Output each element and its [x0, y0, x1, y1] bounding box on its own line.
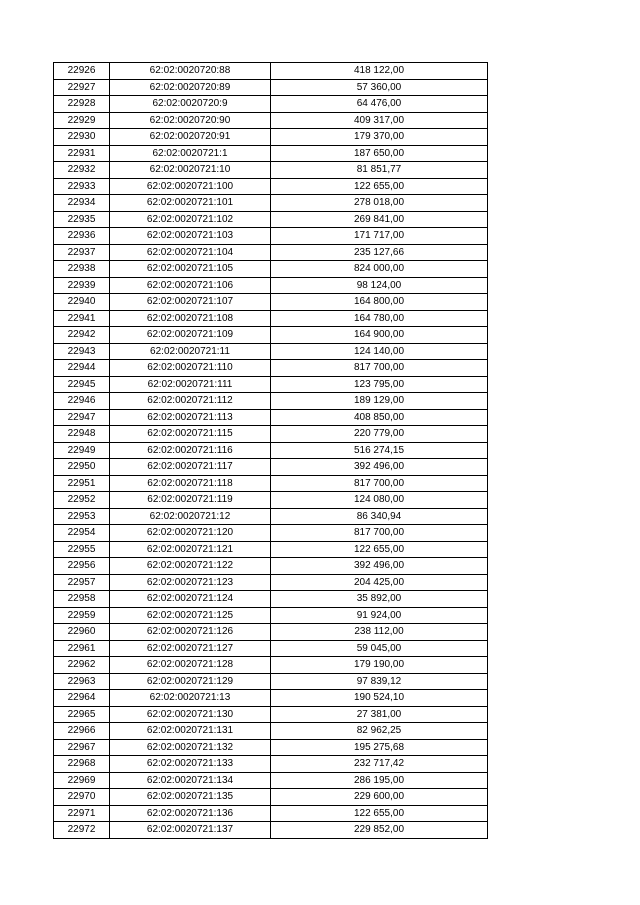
cadastral-number-cell: 62:02:0020721:111 — [110, 376, 271, 393]
cadastral-value-cell: 817 700,00 — [271, 475, 488, 492]
row-number-cell: 22943 — [54, 343, 110, 360]
cadastral-number-cell: 62:02:0020721:10 — [110, 162, 271, 179]
cadastral-value-cell: 124 140,00 — [271, 343, 488, 360]
cadastral-value-cell: 238 112,00 — [271, 624, 488, 641]
row-number-cell: 22945 — [54, 376, 110, 393]
cadastral-value-cell: 232 717,42 — [271, 756, 488, 773]
row-number-cell: 22939 — [54, 277, 110, 294]
row-number-cell: 22955 — [54, 541, 110, 558]
cadastral-value-cell: 179 190,00 — [271, 657, 488, 674]
cadastral-number-cell: 62:02:0020721:118 — [110, 475, 271, 492]
table-row — [54, 79, 488, 96]
cadastral-number-cell: 62:02:0020721:132 — [110, 739, 271, 756]
row-number-cell: 22947 — [54, 409, 110, 426]
cadastral-number-cell: 62:02:0020721:100 — [110, 178, 271, 195]
table-row — [54, 343, 488, 360]
cadastral-value-cell: 392 496,00 — [271, 459, 488, 476]
cadastral-number-cell: 62:02:0020721:129 — [110, 673, 271, 690]
table-row — [54, 426, 488, 443]
cadastral-number-cell: 62:02:0020721:109 — [110, 327, 271, 344]
row-number-cell: 22937 — [54, 244, 110, 261]
cadastral-number-cell: 62:02:0020721:128 — [110, 657, 271, 674]
table-row — [54, 360, 488, 377]
table-row — [54, 805, 488, 822]
cadastral-number-cell: 62:02:0020721:119 — [110, 492, 271, 509]
cadastral-number-cell: 62:02:0020721:101 — [110, 195, 271, 212]
cadastral-number-cell: 62:02:0020721:136 — [110, 805, 271, 822]
cadastral-number-cell: 62:02:0020721:125 — [110, 607, 271, 624]
table-row — [54, 607, 488, 624]
cadastral-number-cell: 62:02:0020721:1 — [110, 145, 271, 162]
cadastral-value-cell: 122 655,00 — [271, 178, 488, 195]
row-number-cell: 22958 — [54, 591, 110, 608]
table-row — [54, 277, 488, 294]
table-row — [54, 244, 488, 261]
cadastral-number-cell: 62:02:0020720:89 — [110, 79, 271, 96]
cadastral-value-cell: 122 655,00 — [271, 541, 488, 558]
cadastral-value-cell: 179 370,00 — [271, 129, 488, 146]
table-row — [54, 690, 488, 707]
row-number-cell: 22935 — [54, 211, 110, 228]
row-number-cell: 22961 — [54, 640, 110, 657]
row-number-cell: 22933 — [54, 178, 110, 195]
cadastral-number-cell: 62:02:0020721:102 — [110, 211, 271, 228]
table-row — [54, 822, 488, 839]
cadastral-value-cell: 190 524,10 — [271, 690, 488, 707]
cadastral-number-cell: 62:02:0020721:11 — [110, 343, 271, 360]
cadastral-number-cell: 62:02:0020721:107 — [110, 294, 271, 311]
table-row — [54, 640, 488, 657]
table-body — [54, 63, 488, 839]
table-row — [54, 442, 488, 459]
cadastral-number-cell: 62:02:0020721:123 — [110, 574, 271, 591]
row-number-cell: 22931 — [54, 145, 110, 162]
row-number-cell: 22934 — [54, 195, 110, 212]
row-number-cell: 22941 — [54, 310, 110, 327]
cadastral-value-cell: 122 655,00 — [271, 805, 488, 822]
table-row — [54, 63, 488, 80]
cadastral-number-cell: 62:02:0020721:13 — [110, 690, 271, 707]
cadastral-number-cell: 62:02:0020721:112 — [110, 393, 271, 410]
cadastral-number-cell: 62:02:0020721:115 — [110, 426, 271, 443]
cadastral-number-cell: 62:02:0020721:126 — [110, 624, 271, 641]
table-row — [54, 723, 488, 740]
table-row — [54, 96, 488, 113]
row-number-cell: 22960 — [54, 624, 110, 641]
table-row — [54, 195, 488, 212]
table-row — [54, 228, 488, 245]
table-row — [54, 112, 488, 129]
cadastral-number-cell: 62:02:0020721:134 — [110, 772, 271, 789]
row-number-cell: 22969 — [54, 772, 110, 789]
cadastral-value-cell: 86 340,94 — [271, 508, 488, 525]
row-number-cell: 22951 — [54, 475, 110, 492]
cadastral-value-cell: 57 360,00 — [271, 79, 488, 96]
cadastral-value-cell: 817 700,00 — [271, 360, 488, 377]
table-row — [54, 591, 488, 608]
cadastral-value-cell: 269 841,00 — [271, 211, 488, 228]
table-row — [54, 409, 488, 426]
table-row — [54, 145, 488, 162]
cadastral-value-cell: 123 795,00 — [271, 376, 488, 393]
cadastral-value-cell: 235 127,66 — [271, 244, 488, 261]
cadastral-value-cell: 187 650,00 — [271, 145, 488, 162]
table-row — [54, 772, 488, 789]
cadastral-number-cell: 62:02:0020721:106 — [110, 277, 271, 294]
table-row — [54, 558, 488, 575]
cadastral-number-cell: 62:02:0020721:135 — [110, 789, 271, 806]
cadastral-number-cell: 62:02:0020721:122 — [110, 558, 271, 575]
table-row — [54, 327, 488, 344]
cadastral-value-cell: 164 800,00 — [271, 294, 488, 311]
row-number-cell: 22936 — [54, 228, 110, 245]
cadastral-number-cell: 62:02:0020721:130 — [110, 706, 271, 723]
table-row — [54, 673, 488, 690]
cadastral-number-cell: 62:02:0020721:116 — [110, 442, 271, 459]
cadastral-value-table — [53, 62, 488, 839]
cadastral-number-cell: 62:02:0020721:103 — [110, 228, 271, 245]
table-row — [54, 739, 488, 756]
row-number-cell: 22952 — [54, 492, 110, 509]
cadastral-value-cell: 98 124,00 — [271, 277, 488, 294]
cadastral-value-cell: 824 000,00 — [271, 261, 488, 278]
cadastral-value-cell: 164 780,00 — [271, 310, 488, 327]
row-number-cell: 22949 — [54, 442, 110, 459]
table-row — [54, 310, 488, 327]
cadastral-number-cell: 62:02:0020720:88 — [110, 63, 271, 80]
cadastral-value-cell: 204 425,00 — [271, 574, 488, 591]
table-row — [54, 541, 488, 558]
cadastral-number-cell: 62:02:0020721:121 — [110, 541, 271, 558]
table-row — [54, 261, 488, 278]
row-number-cell: 22954 — [54, 525, 110, 542]
cadastral-number-cell: 62:02:0020721:108 — [110, 310, 271, 327]
cadastral-number-cell: 62:02:0020721:12 — [110, 508, 271, 525]
cadastral-number-cell: 62:02:0020721:131 — [110, 723, 271, 740]
cadastral-value-cell: 82 962,25 — [271, 723, 488, 740]
table-row — [54, 393, 488, 410]
table-row — [54, 574, 488, 591]
row-number-cell: 22963 — [54, 673, 110, 690]
cadastral-value-cell: 220 779,00 — [271, 426, 488, 443]
cadastral-value-cell: 418 122,00 — [271, 63, 488, 80]
cadastral-value-cell: 164 900,00 — [271, 327, 488, 344]
row-number-cell: 22956 — [54, 558, 110, 575]
cadastral-value-cell: 408 850,00 — [271, 409, 488, 426]
row-number-cell: 22950 — [54, 459, 110, 476]
row-number-cell: 22942 — [54, 327, 110, 344]
cadastral-value-cell: 91 924,00 — [271, 607, 488, 624]
table-row — [54, 525, 488, 542]
row-number-cell: 22967 — [54, 739, 110, 756]
cadastral-value-cell: 229 600,00 — [271, 789, 488, 806]
cadastral-number-cell: 62:02:0020721:127 — [110, 640, 271, 657]
cadastral-value-cell: 189 129,00 — [271, 393, 488, 410]
cadastral-number-cell: 62:02:0020721:133 — [110, 756, 271, 773]
table-row — [54, 756, 488, 773]
cadastral-value-cell: 278 018,00 — [271, 195, 488, 212]
row-number-cell: 22957 — [54, 574, 110, 591]
table-row — [54, 459, 488, 476]
row-number-cell: 22940 — [54, 294, 110, 311]
cadastral-value-cell: 124 080,00 — [271, 492, 488, 509]
table-row — [54, 129, 488, 146]
cadastral-value-cell: 171 717,00 — [271, 228, 488, 245]
row-number-cell: 22970 — [54, 789, 110, 806]
cadastral-value-cell: 35 892,00 — [271, 591, 488, 608]
cadastral-value-cell: 229 852,00 — [271, 822, 488, 839]
cadastral-value-cell: 195 275,68 — [271, 739, 488, 756]
cadastral-number-cell: 62:02:0020721:117 — [110, 459, 271, 476]
cadastral-number-cell: 62:02:0020720:91 — [110, 129, 271, 146]
cadastral-number-cell: 62:02:0020721:124 — [110, 591, 271, 608]
row-number-cell: 22929 — [54, 112, 110, 129]
row-number-cell: 22964 — [54, 690, 110, 707]
row-number-cell: 22962 — [54, 657, 110, 674]
cadastral-value-cell: 64 476,00 — [271, 96, 488, 113]
cadastral-number-cell: 62:02:0020721:110 — [110, 360, 271, 377]
cadastral-value-cell: 81 851,77 — [271, 162, 488, 179]
cadastral-number-cell: 62:02:0020721:120 — [110, 525, 271, 542]
cadastral-number-cell: 62:02:0020721:137 — [110, 822, 271, 839]
table-row — [54, 492, 488, 509]
cadastral-value-cell: 97 839,12 — [271, 673, 488, 690]
table-row — [54, 376, 488, 393]
cadastral-value-cell: 817 700,00 — [271, 525, 488, 542]
table-row — [54, 475, 488, 492]
table-row — [54, 178, 488, 195]
row-number-cell: 22965 — [54, 706, 110, 723]
row-number-cell: 22946 — [54, 393, 110, 410]
table-row — [54, 706, 488, 723]
table-row — [54, 294, 488, 311]
table-row — [54, 162, 488, 179]
cadastral-value-cell: 27 381,00 — [271, 706, 488, 723]
cadastral-number-cell: 62:02:0020720:9 — [110, 96, 271, 113]
cadastral-value-cell: 516 274,15 — [271, 442, 488, 459]
row-number-cell: 22972 — [54, 822, 110, 839]
row-number-cell: 22968 — [54, 756, 110, 773]
row-number-cell: 22928 — [54, 96, 110, 113]
table-row — [54, 789, 488, 806]
row-number-cell: 22948 — [54, 426, 110, 443]
cadastral-number-cell: 62:02:0020721:105 — [110, 261, 271, 278]
row-number-cell: 22930 — [54, 129, 110, 146]
row-number-cell: 22971 — [54, 805, 110, 822]
cadastral-value-cell: 59 045,00 — [271, 640, 488, 657]
table-row — [54, 508, 488, 525]
row-number-cell: 22927 — [54, 79, 110, 96]
row-number-cell: 22953 — [54, 508, 110, 525]
table-row — [54, 211, 488, 228]
cadastral-number-cell: 62:02:0020721:104 — [110, 244, 271, 261]
cadastral-number-cell: 62:02:0020720:90 — [110, 112, 271, 129]
row-number-cell: 22926 — [54, 63, 110, 80]
row-number-cell: 22959 — [54, 607, 110, 624]
table-row — [54, 624, 488, 641]
row-number-cell: 22944 — [54, 360, 110, 377]
row-number-cell: 22932 — [54, 162, 110, 179]
row-number-cell: 22966 — [54, 723, 110, 740]
table-row — [54, 657, 488, 674]
cadastral-number-cell: 62:02:0020721:113 — [110, 409, 271, 426]
row-number-cell: 22938 — [54, 261, 110, 278]
cadastral-value-cell: 409 317,00 — [271, 112, 488, 129]
cadastral-value-cell: 286 195,00 — [271, 772, 488, 789]
cadastral-value-cell: 392 496,00 — [271, 558, 488, 575]
